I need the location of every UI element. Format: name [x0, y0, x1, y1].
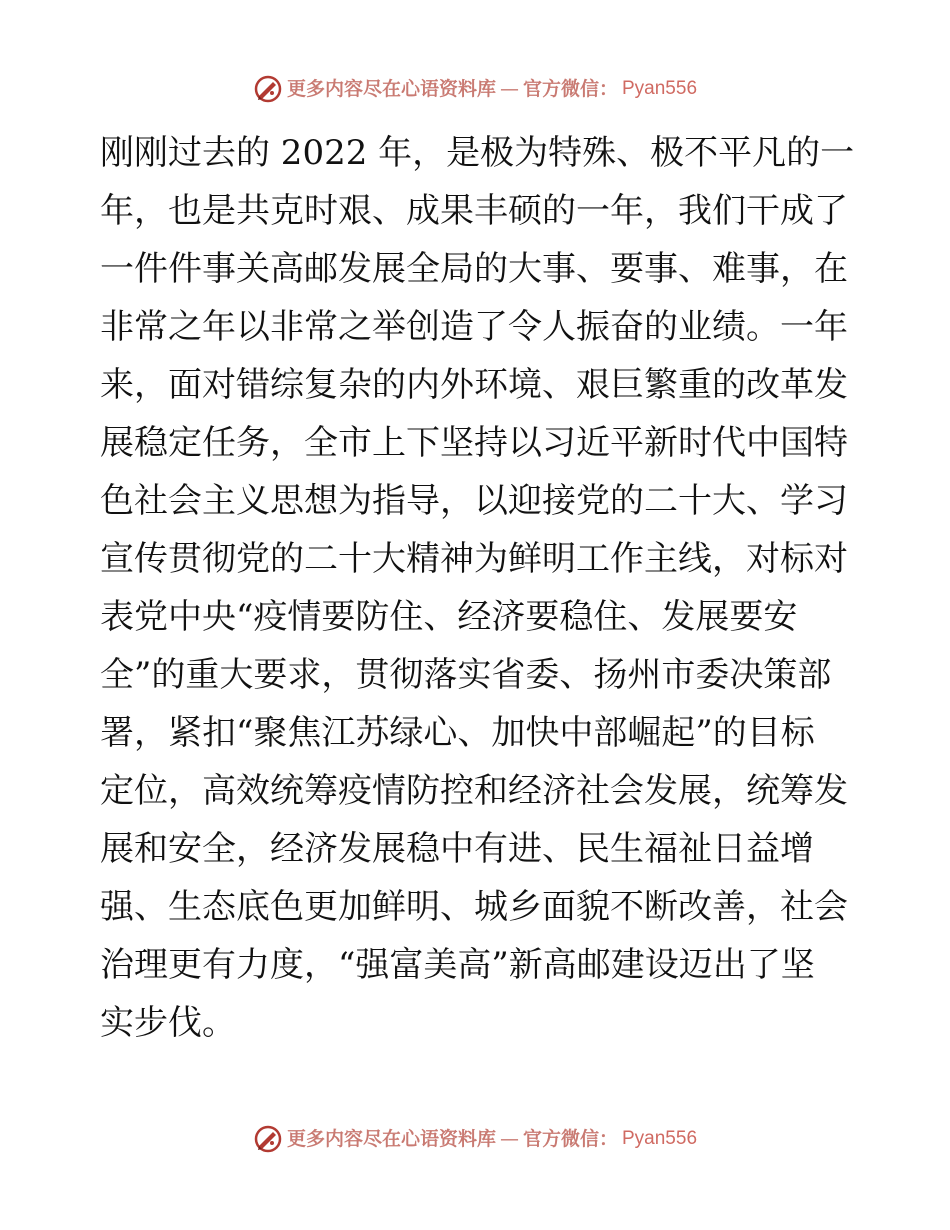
- footer-separator: —: [499, 1128, 519, 1150]
- body-line: 强、生态底色更加鲜明、城乡面貌不断改善，社会: [100, 887, 848, 927]
- header-site-text: 更多内容尽在心语资料库: [286, 78, 496, 100]
- header-wechat-label: 官方微信：: [522, 78, 618, 100]
- footer-wechat-label: 官方微信：: [522, 1128, 618, 1150]
- body-line: 宣传贯彻党的二十大精神为鲜明工作主线，对标对: [100, 539, 848, 579]
- body-line: 定位，高效统筹疫情防控和经济社会发展，统筹发: [100, 771, 848, 811]
- pen-logo-icon: [253, 74, 283, 104]
- footer-site-text: 更多内容尽在心语资料库: [286, 1128, 496, 1150]
- header-banner: [0, 74, 950, 104]
- footer-wechat-id: Pyan556: [622, 1128, 698, 1149]
- body-line: 一件件事关高邮发展全局的大事、要事、难事，在: [100, 249, 848, 289]
- body-line: 色社会主义思想为指导，以迎接党的二十大、学习: [100, 481, 848, 521]
- pen-logo-icon: [253, 1124, 283, 1154]
- body-line: 来，面对错综复杂的内外环境、艰巨繁重的改革发: [100, 365, 848, 405]
- document-body: [100, 124, 855, 1052]
- body-line: 署，紧扣“聚焦江苏绿心、加快中部崛起”的目标: [100, 713, 815, 753]
- body-line: 展稳定任务，全市上下坚持以习近平新时代中国特: [100, 423, 848, 463]
- body-line: 展和安全，经济发展稳中有进、民生福祉日益增: [100, 829, 814, 869]
- body-line: 年，也是共克时艰、成果丰硕的一年，我们干成了: [100, 191, 848, 231]
- body-line: 表党中央“疫情要防住、经济要稳住、发展要安: [100, 597, 798, 637]
- header-wechat-id: Pyan556: [622, 78, 698, 99]
- body-line: 刚刚过去的 2022 年，是极为特殊、极不平凡的一: [100, 133, 855, 173]
- header-separator: —: [499, 78, 519, 100]
- body-line: 实步伐。: [100, 1003, 236, 1043]
- body-line: 全”的重大要求，贯彻落实省委、扬州市委决策部: [100, 655, 832, 695]
- body-line: 治理更有力度，“强富美高”新高邮建设迈出了坚: [100, 945, 815, 985]
- footer-banner: [0, 1124, 950, 1154]
- body-line: 非常之年以非常之举创造了令人振奋的业绩。一年: [100, 307, 848, 347]
